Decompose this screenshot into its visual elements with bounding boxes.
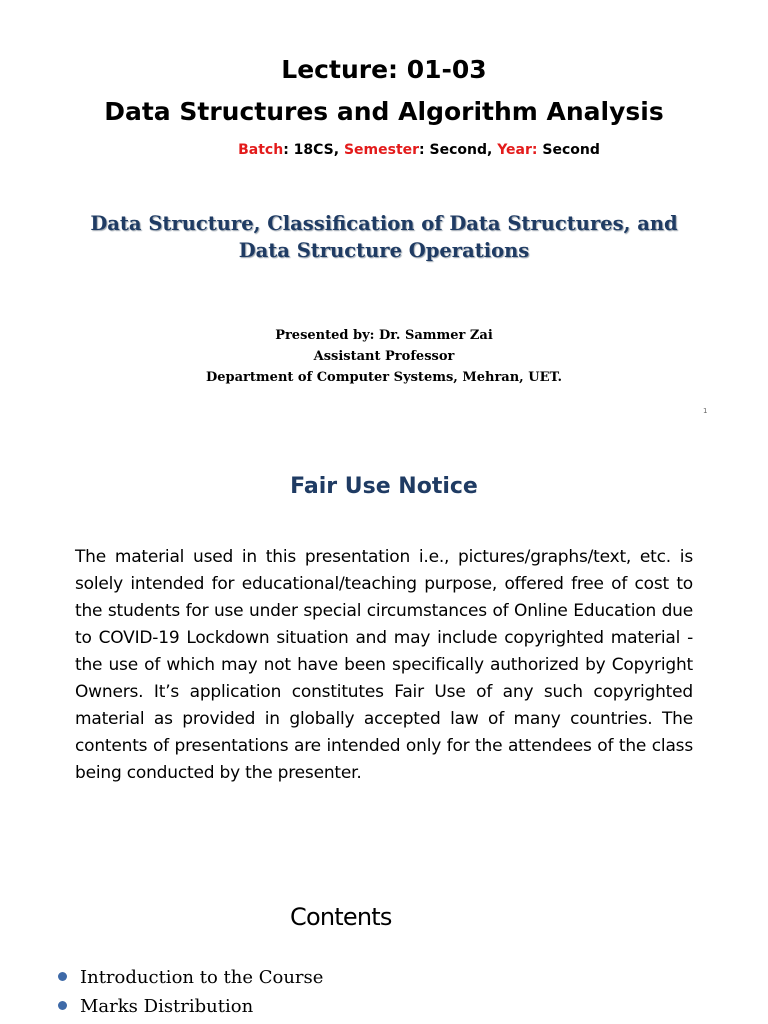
batch-value: : 18CS, <box>283 142 344 158</box>
course-title: Data Structures and Algorithm Analysis <box>104 97 664 126</box>
title-slide <box>0 0 768 430</box>
topic-line-2: Data Structure Operations <box>238 239 530 262</box>
lecture-topic <box>0 210 768 264</box>
presenter-name: Presented by: Dr. Sammer Zai <box>275 328 493 343</box>
presenter-department: Department of Computer Systems, Mehran, UET. <box>206 370 562 385</box>
contents-list <box>58 963 323 1021</box>
semester-value: : Second, <box>419 142 498 158</box>
fair-use-title: Fair Use Notice <box>290 474 478 499</box>
presenter-block <box>0 325 768 388</box>
list-item <box>58 963 323 992</box>
semester-label: Semester <box>343 142 420 158</box>
list-item <box>58 992 323 1021</box>
bullet-icon <box>58 972 67 981</box>
bullet-icon <box>58 1001 67 1010</box>
lecture-number: Lecture: 01-03 <box>281 55 487 84</box>
year-value: Second <box>537 142 600 158</box>
batch-info <box>0 142 768 158</box>
list-item-label: Marks Distribution <box>80 996 254 1017</box>
batch-label: Batch <box>238 142 284 158</box>
fair-use-body: The material used in this presentation i.e., pictures/graphs/text, etc. is solely intended for educational/teaching purpose, offered free of cost to the students for use under special circumstances of Online Education due to COVID-19 Lockdown situation and may include copyrighted material - the use of which may not have been specifically authorized by Copyright Owners. It’s application constitutes Fair Use of any such copyrighted material as provided in globally accepted law of many countries. The contents of presentations are intended only for the attendees of the class being conducted by the presenter. <box>75 547 693 783</box>
page-number: 1 <box>703 407 708 415</box>
presenter-designation: Assistant Professor <box>313 349 455 364</box>
topic-line-1: Data Structure, Classification of Data Structures, and <box>90 212 678 235</box>
contents-title: Contents <box>290 903 392 931</box>
list-item-label: Introduction to the Course <box>80 967 324 988</box>
year-label: Year: <box>497 142 538 158</box>
